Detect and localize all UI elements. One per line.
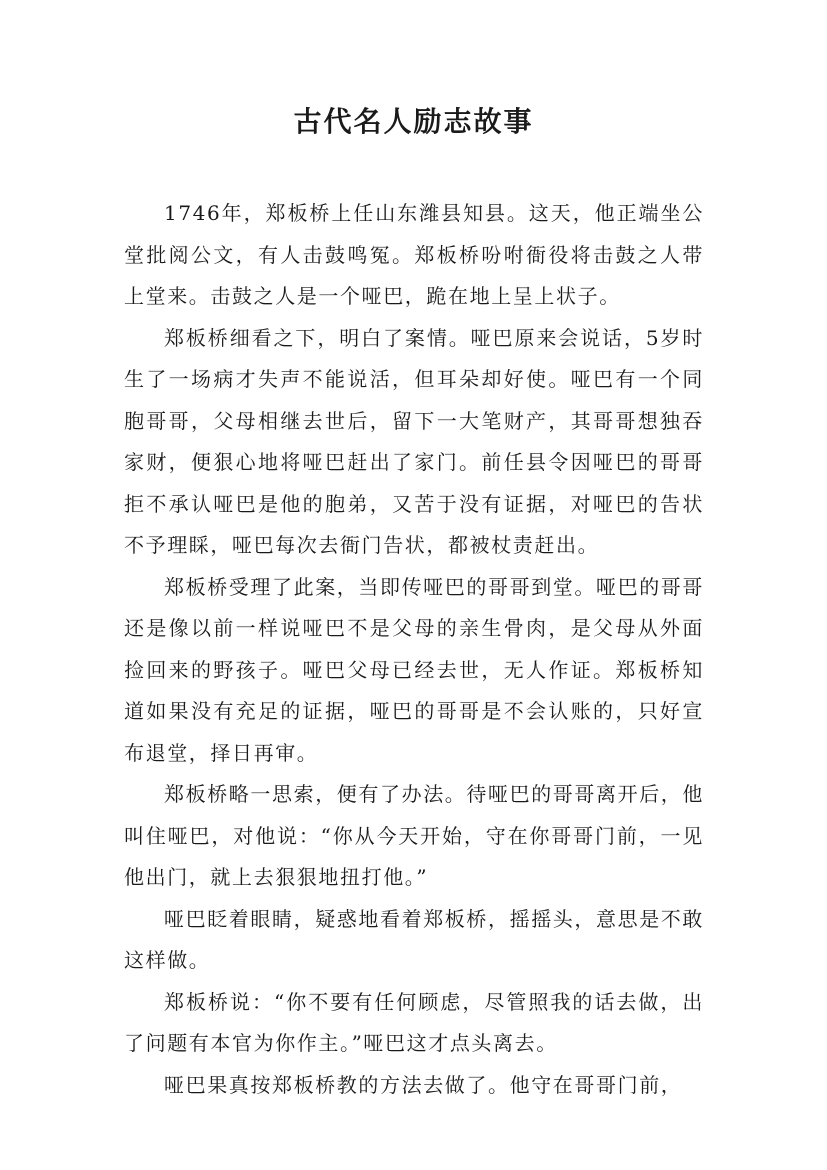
paragraph-2: 郑板桥细看之下，明白了案情。哑巴原来会说话，5岁时生了一场病才失声不能说活，但耳朵却好使。哑巴有一个同胞哥哥，父母相继去世后，留下一大笔财产，其哥哥想独吞家财，便狠心地将哑巴赶出了家门。前任县令因哑巴的哥哥拒不承认哑巴是他的胞弟，又苦于没有证据，对哑巴的告状不予理睬，哑巴每次去衙门告状，都被杖责赶出。 <box>124 325 704 557</box>
paragraph-1: 1746年，郑板桥上任山东潍县知县。这天，他正端坐公堂批阅公文，有人击鼓鸣冤。郑板桥吩咐衙役将击鼓之人带上堂来。击鼓之人是一个哑巴，跪在地上呈上状子。 <box>124 201 704 308</box>
paragraph-4: 郑板桥略一思索，便有了办法。待哑巴的哥哥离开后，他叫住哑巴，对他说：“你从今天开始，守在你哥哥门前，一见他出门，就上去狠狠地扭打他。” <box>124 782 704 889</box>
paragraph-3: 郑板桥受理了此案，当即传哑巴的哥哥到堂。哑巴的哥哥还是像以前一样说哑巴不是父母的亲生骨肉，是父母从外面捡回来的野孩子。哑巴父母已经去世，无人作证。郑板桥知道如果没有充足的证据，哑巴的哥哥是不会认账的，只好宣布退堂，择日再审。 <box>124 574 704 765</box>
paragraph-6: 郑板桥说：“你不要有任何顾虑，尽管照我的话去做，出了问题有本官为你作主。”哑巴这才点头离去。 <box>124 989 704 1055</box>
paragraph-5: 哑巴眨着眼睛，疑惑地看着郑板桥，摇摇头，意思是不敢这样做。 <box>124 906 704 972</box>
document-title: 古代名人励志故事 <box>293 105 534 138</box>
paragraph-7: 哑巴果真按郑板桥教的方法去做了。他守在哥哥门前， <box>164 1072 683 1097</box>
document-body <box>124 193 704 1106</box>
